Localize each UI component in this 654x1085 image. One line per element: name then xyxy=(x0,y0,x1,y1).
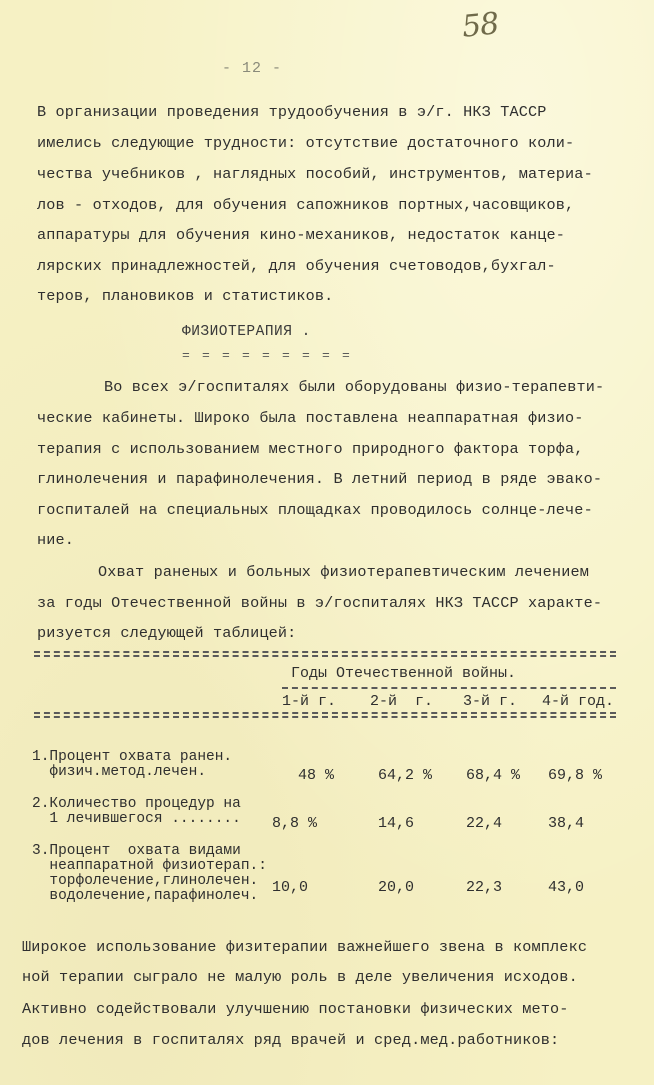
row-label-line: торфолечение,глинолечен. xyxy=(32,873,259,889)
row-label-line: физич.метод.лечен. xyxy=(32,764,207,780)
row-label-line: 1 лечившегося ........ xyxy=(32,811,241,827)
row-label-line: неаппаратной физиотерап.: xyxy=(32,858,267,874)
cell-value: 14,6 xyxy=(378,815,415,832)
text-line: госпиталей на специальных площадках проводилось солнце-лече- xyxy=(37,501,593,519)
cell-value: 64,2 % xyxy=(378,767,433,784)
text-line: В организации проведения трудообучения в э/г. НКЗ ТАССР xyxy=(37,103,547,121)
text-line: лярских принадлежностей, для обучения счетоводов,бухгал- xyxy=(37,257,556,275)
section-heading: ФИЗИОТЕРАПИЯ . xyxy=(182,324,311,340)
text-line: терапия с использованием местного природного фактора торфа, xyxy=(37,440,584,458)
column-header-year-4: 4-й год. xyxy=(542,693,615,710)
text-line: Во всех э/госпиталях были оборудованы физио-терапевти- xyxy=(104,378,605,396)
text-line: за годы Отечественной войны в э/госпиталях НКЗ ТАССР характе- xyxy=(37,594,603,612)
archive-sheet-number: 58 xyxy=(460,6,500,45)
column-header-year-1: 1-й г. xyxy=(282,693,337,710)
cell-value: 22,4 xyxy=(466,815,503,832)
row-label-line: 1.Процент охвата ранен. xyxy=(32,749,233,765)
text-line: теров, плановиков и статистиков. xyxy=(37,287,334,305)
heading-underline: = = = = = = = = = xyxy=(182,348,353,363)
table-header-rule xyxy=(34,712,616,718)
text-line: лов - отходов, для обучения сапожников портных,часовщиков, xyxy=(37,196,575,214)
text-line: ческие кабинеты. Широко была поставлена неаппаратная физио- xyxy=(37,409,584,427)
text-line: ние. xyxy=(37,531,75,549)
text-line: имелись следующие трудности: отсутствие достаточного коли- xyxy=(37,134,575,152)
text-line: ризуется следующей таблицей: xyxy=(37,624,297,642)
group-header-rule xyxy=(282,687,616,689)
column-header-year-3: 3-й г. xyxy=(463,693,518,710)
text-line: ной терапии сыграло не малую роль в деле увеличения исходов. xyxy=(22,968,578,986)
cell-value: 69,8 % xyxy=(548,767,603,784)
text-line: Широкое использование физитерапии важнейшего звена в комплекс xyxy=(22,938,588,956)
row-label-line: водолечение,парафинолеч. xyxy=(32,888,259,904)
row-label-line: 3.Процент охвата видами xyxy=(32,843,241,859)
cell-value: 43,0 xyxy=(548,879,585,896)
text-line: Охват раненых и больных физиотерапевтическим лечением xyxy=(98,563,589,581)
page-number: - 12 - xyxy=(222,60,283,77)
cell-value: 22,3 xyxy=(466,879,503,896)
cell-value: 10,0 xyxy=(272,879,309,896)
text-line: глинолечения и парафинолечения. В летний период в ряде эвако- xyxy=(37,470,603,488)
text-line: чества учебников , наглядных пособий, инструментов, материа- xyxy=(37,165,593,183)
table-top-rule xyxy=(34,651,616,657)
cell-value: 48 % xyxy=(298,767,335,784)
cell-value: 8,8 % xyxy=(272,815,318,832)
cell-value: 38,4 xyxy=(548,815,585,832)
row-label-line: 2.Количество процедур на xyxy=(32,796,241,812)
cell-value: 20,0 xyxy=(378,879,415,896)
text-line: дов лечения в госпиталях ряд врачей и сред.мед.работников: xyxy=(22,1031,560,1049)
table-group-header: Годы Отечественной войны. xyxy=(291,665,517,682)
cell-value: 68,4 % xyxy=(466,767,521,784)
text-line: аппаратуры для обучения кино-механиков, недостаток канце- xyxy=(37,226,566,244)
text-line: Активно содействовали улучшению постановки физических мето- xyxy=(22,1000,569,1018)
column-header-year-2: 2-й г. xyxy=(370,693,434,710)
